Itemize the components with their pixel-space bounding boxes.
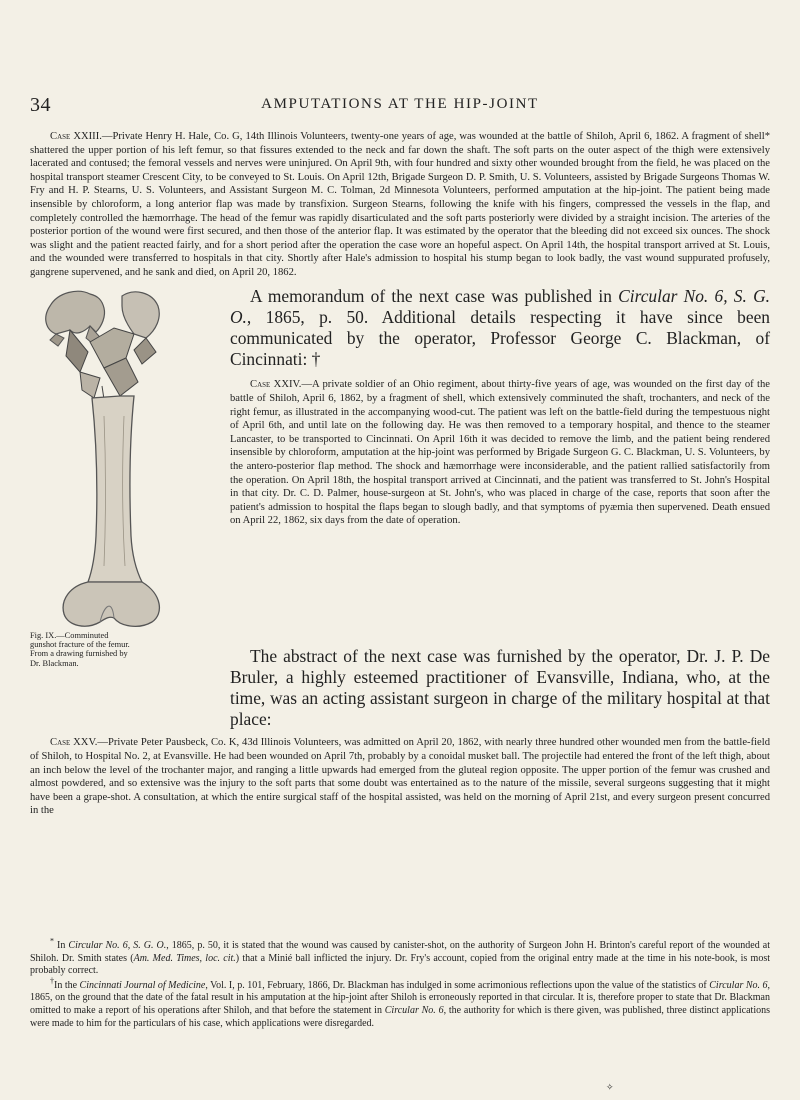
case-25-paragraph [30, 736, 770, 818]
footnote-1-journal-ref: Am. Med. Times, loc. cit. [133, 952, 236, 964]
figure-section [30, 286, 770, 666]
footnote-2 [30, 976, 771, 1030]
footnote-1-text-b: , 1865, p. 50, it is stated that the wound was caused by canister-shot, on the authority of Surgeon John H. Brinton's careful report of the wounded at Shiloh. Dr. Smith states ( [30, 940, 770, 964]
case-23-label: Case XXIII. [50, 131, 102, 142]
case-24-paragraph [230, 378, 770, 528]
footnote-2-text-a: In the [54, 979, 80, 991]
footnotes [30, 936, 771, 1032]
memo-circular-ref: Circular No. 6, S. G. O. [230, 285, 770, 327]
printer-mark: ✧ [606, 1082, 614, 1092]
memo-text-after: , 1865, p. 50. Additional details respecting it have since been communicated by the operator, Professor George C. Blackman, of Cincinnati: † [230, 306, 770, 370]
abstract-paragraph: The abstract of the next case was furnished by the operator, Dr. J. P. De Bruler, a highly esteemed practitioner of Evansville, Indiana, who, at the time, was an acting assistant surgeon in charge of the military hospital at that place: [230, 645, 770, 730]
footnote-2-circular-ref: Circular No. 6 [709, 979, 768, 991]
footnote-1-mark: * [50, 936, 54, 946]
memorandum-paragraph [230, 286, 770, 371]
case-25-label: Case XXV. [50, 737, 98, 749]
footnote-2-text-c: , 1865, on the ground that the date of the fatal result in his amputation at the hip-joint after Shiloh is erroneously reported in that circular. It is, therefore proper to state that Dr. Blackman omitted to make a report of his operations after Shiloh, and that before the statement in [30, 979, 771, 1016]
footnote-1-text-c: ) that a Minié ball inflicted the injury. Dr. Fry's account, copied from the original entry made at the time in his note-book, is most probably correct. [30, 952, 770, 977]
footnote-1-circular-ref: Circular No. 6, S. G. O. [68, 940, 167, 951]
footnote-2-text-b: , Vol. I, p. 101, February, 1866, Dr. Blackman has indulged in some acrimonious reflections upon the value of the statistics of [205, 979, 710, 991]
figure-ix [30, 286, 225, 666]
figure-text-column [230, 286, 770, 528]
case-23-paragraph [30, 130, 770, 280]
footnote-1-text-a: In [54, 940, 69, 951]
footnote-1 [30, 936, 770, 978]
femur-illustration [30, 286, 225, 631]
case-24-label: Case XXIV. [250, 379, 302, 391]
footnote-2-text-d: , the authority for which is there given, was published, three distinct applications were made to him for the particulars of his case, which applications were disregarded. [30, 1004, 771, 1029]
footnote-2-circular-ref-2: Circular No. 6 [384, 1004, 444, 1016]
case-25-text: —Private Peter Pausbeck, Co. K, 43d Illinois Volunteers, was admitted on April 20, 1862, with nearly three hundred other wounded men from the battle-field of Shiloh, to Hospital No. 2, at Evansville. He had been wounded on April 7th, probably by a conoidal musket ball. The projectile had entered the front of the left thigh, about an inch below the level of the trochanter major, and ranging a little upwards had emerged from the gluteal region opposite. The upper portion of the femur was crushed and almost powdered, and so extensive was the injury to the soft parts that some doubt was entertained as to the nature of the missile, several surgeons suggesting that it might have been a grape-shot. A consultation, at which the entire surgical staff of the hospital assisted, was held on the morning of April 21st, and every surgeon present concurred in the [30, 737, 770, 817]
running-title: AMPUTATIONS AT THE HIP-JOINT [261, 96, 539, 112]
footnote-2-journal-ref: Cincinnati Journal of Medicine [79, 979, 206, 991]
case-23-text: —Private Henry H. Hale, Co. G, 14th Illinois Volunteers, twenty-one years of age, was wounded at the battle of Shiloh, April 6, 1862. A fragment of shell* shattered the upper portion of his left femur, so that fissures extended to the neck and far down the shaft. The soft parts on the outer aspect of the thigh were extensively lacerated and contused; the femoral vessels and nerves were uninjured. On April 9th, with four hundred and sixty other wounded brought from the field, he was placed on the hospital transport steamer Crescent City, to be conveyed to St. Louis. On April 12th, Brigade Surgeon D. P. Smith, U. S. Volunteers, assisted by Brigade Surgeons Thomas W. Fry and H. P. Stearns, U. S. Volunteers, and Assistant Surgeon M. C. Tolman, 2d Minnesota Volunteers, performed amputation at the hip-joint. The patient being made insensible by chloroform, a long anterior flap was made by transfixion. Surgeon Stearns, following the knife with his fingers, compressed the vessels in the flap, and completely controlled the hæmorrhage. The head of the femur was rapidly disarticulated and the soft parts posteriorly were divided by a straight incision. The arteries of the posterior portion of the wound were first secured, and then those of the anterior flap. It was estimated by the operator that the bleeding did not exceed six ounces. The shock was slight and the patient reacted fairly, and for a short period after the operation the case wore an hopeful aspect. On April 14th, the hospital transport arrived at St. Louis, and the wounded were transferred to hospitals in that city. Shortly after Hale's admission to hospital his stump began to look badly, the vast wound suppurated profusely, gangrene supervened, and he sank and died, on April 20, 1862. [30, 131, 770, 278]
memo-text-before: A memorandum of the next case was published in [250, 285, 619, 306]
footnote-2-mark: † [50, 976, 54, 986]
page-body [30, 130, 770, 818]
case-24-text: —A private soldier of an Ohio regiment, about thirty-five years of age, was wounded on the first day of the battle of Shiloh, April 6, 1862, by a fragment of shell, which extensively comminuted the shaft, trochanters, and neck of the right femur, as illustrated in the accompanying wood-cut. The patient was left on the battle-field during the tempestuous night of April 6th, and until late on the following day. He was then removed to a temporary hospital, and thence to the steamer Lancaster, to be transported to Cincinnati. On April 16th it was decided to remove the limb, and the patient being rendered insensible by chloroform, amputation at the hip-joint was performed by Brigade Surgeon G. C. Blackman, U. S. Volunteers, by the antero-posterior flap method. The shock and hæmorrhage were inconsiderable, and the patient rallied satisfactorily from the operation. On April 18th, the hospital transport arrived at Cincinnati, and the patient was transferred to St. John's Hospital in that city. Dr. C. D. Palmer, house-surgeon at St. John's, who was placed in charge of the case, reports that soon after the patient's admission to hospital the flaps began to slough badly, and that symptoms of pyæmia then supervened. Death ensued on April 22, 1862, six days from the date of operation. [230, 379, 771, 527]
figure-caption: Fig. IX.—Comminuted gunshot fracture of the femur. From a drawing furnished by Dr. Blackman. [30, 630, 130, 668]
page-number: 34 [30, 94, 51, 116]
page-header [30, 94, 770, 116]
